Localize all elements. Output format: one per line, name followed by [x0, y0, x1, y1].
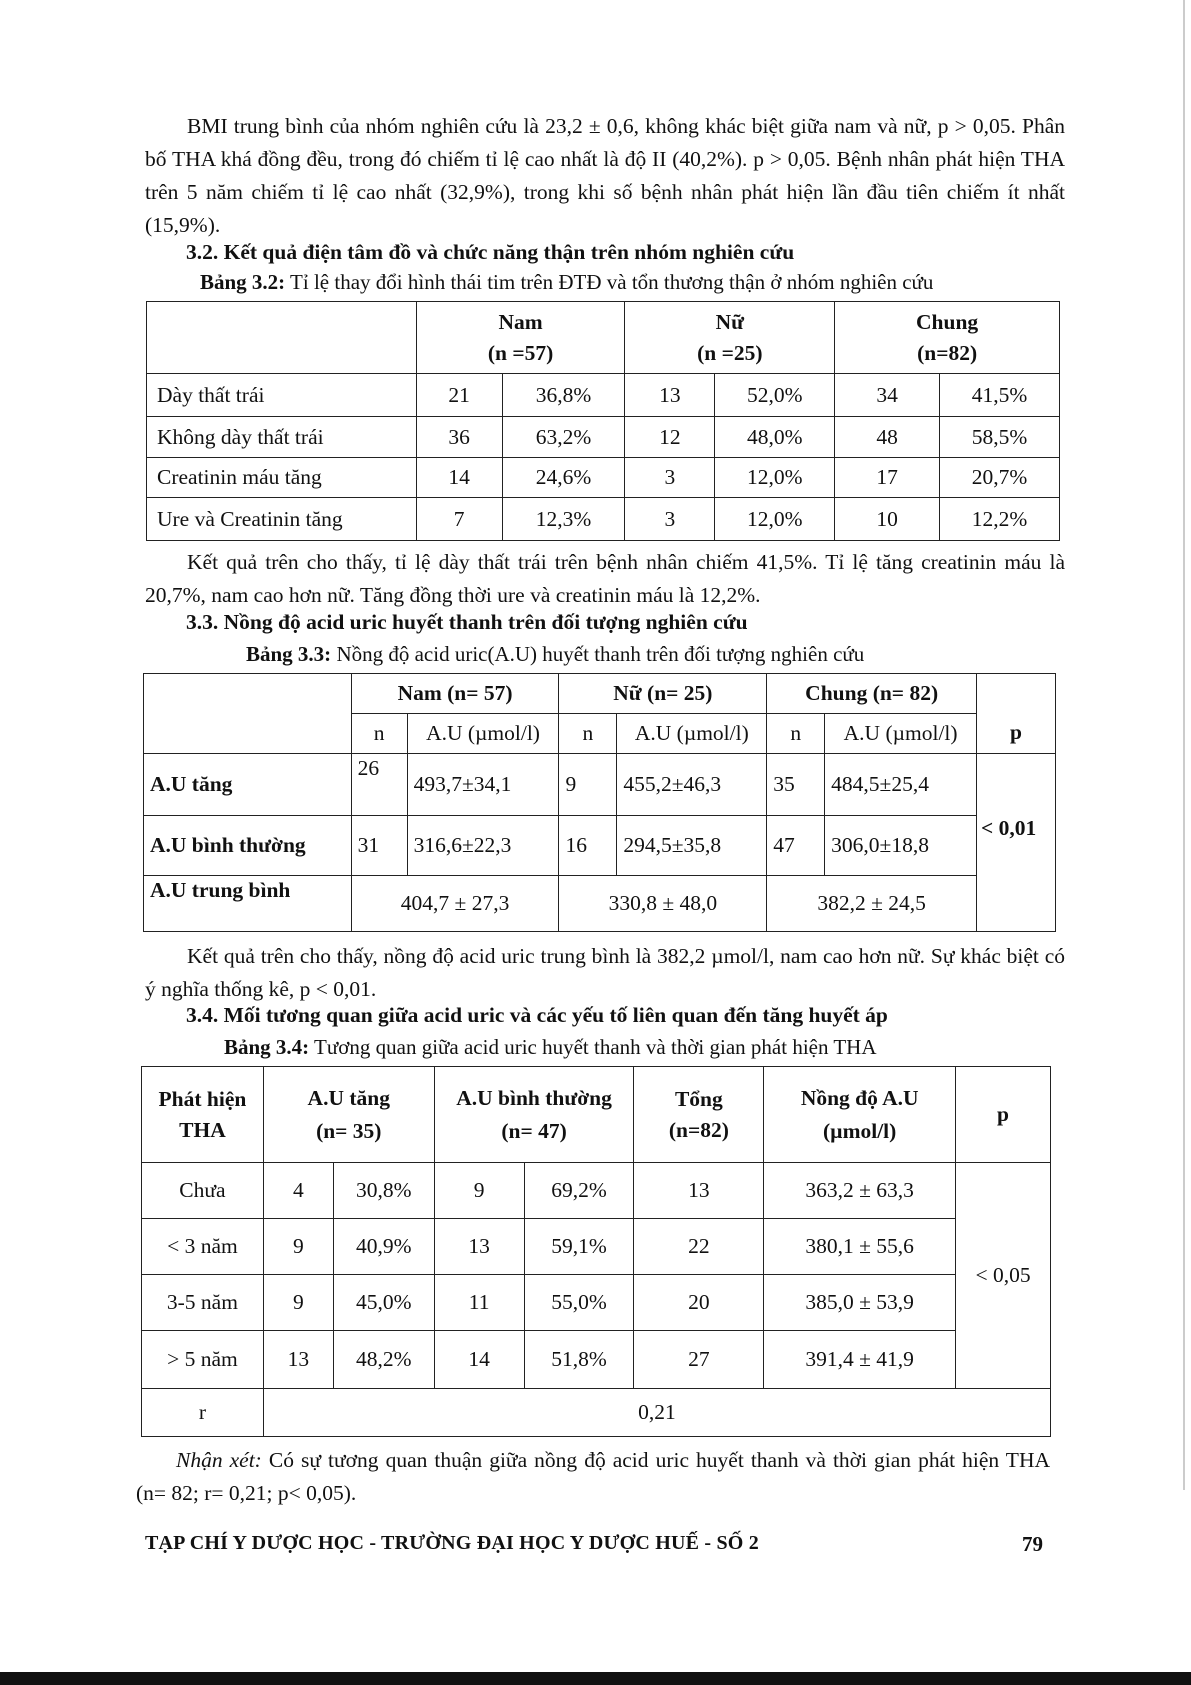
subheader-au: A.U (µmol/l): [825, 714, 977, 754]
cell: 63,2%: [502, 417, 625, 458]
subheader-n: n: [767, 714, 825, 754]
table-header-row: [142, 1067, 1051, 1163]
caption-label: Bảng 3.2:: [200, 270, 286, 294]
table-3-3: [143, 673, 1056, 932]
table-row-r: [142, 1389, 1051, 1437]
table-row: [147, 417, 1060, 458]
cell: 13: [263, 1331, 333, 1389]
table-row: [144, 754, 1056, 816]
r-value: 0,21: [263, 1389, 1050, 1437]
cell: 21: [416, 374, 502, 417]
cell: 48: [835, 417, 940, 458]
group-header-nu: Nữ (n =25): [625, 302, 835, 374]
cell: 9: [559, 754, 617, 816]
r-label: r: [142, 1389, 264, 1437]
caption-text: Tương quan giữa acid uric huyết thanh và thời gian phát hiện THA: [309, 1035, 877, 1059]
cell: 51,8%: [524, 1331, 634, 1389]
section-heading-3-4: 3.4. Mối tương quan giữa acid uric và các yếu tố liên quan đến tăng huyết áp: [186, 1003, 888, 1027]
cell: 455,2±46,3: [617, 754, 767, 816]
cell: 47: [767, 816, 825, 876]
p-header: p: [977, 674, 1056, 754]
cell: 36,8%: [502, 374, 625, 417]
cell: 306,0±18,8: [825, 816, 977, 876]
caption-text: Nồng độ acid uric(A.U) huyết thanh trên đối tượng nghiên cứu: [331, 642, 865, 666]
cell: 14: [434, 1331, 524, 1389]
table-3-4-caption: [224, 1035, 877, 1060]
header-nong-do: Nồng độ A.U (µmol/l): [764, 1067, 956, 1163]
cell: 7: [416, 498, 502, 541]
scan-bottom-border: [0, 1672, 1191, 1685]
cell: 294,5±35,8: [617, 816, 767, 876]
cell: 48,0%: [715, 417, 835, 458]
table-row-mean: [144, 876, 1056, 932]
cell: 10: [835, 498, 940, 541]
cell: 40,9%: [333, 1219, 434, 1275]
cell: 11: [434, 1275, 524, 1331]
group-header-chung: Chung (n=82): [835, 302, 1060, 374]
caption-label: Bảng 3.4:: [224, 1035, 310, 1059]
table-row: [142, 1275, 1051, 1331]
cell: 36: [416, 417, 502, 458]
table-row: [142, 1219, 1051, 1275]
cell: 9: [263, 1275, 333, 1331]
row-label: A.U tăng: [144, 754, 352, 816]
cell: 13: [634, 1163, 764, 1219]
cell: 380,1 ± 55,6: [764, 1219, 956, 1275]
table-row: [147, 458, 1060, 498]
cell: 14: [416, 458, 502, 498]
cell: 12: [625, 417, 715, 458]
p-value: < 0,05: [956, 1163, 1051, 1389]
header-phat-hien: Phát hiện THA: [142, 1067, 264, 1163]
row-label: Chưa: [142, 1163, 264, 1219]
group-header-chung: Chung (n= 82): [767, 674, 977, 714]
empty-header-cell: [147, 302, 417, 374]
cell: 363,2 ± 63,3: [764, 1163, 956, 1219]
cell: 13: [625, 374, 715, 417]
table-row: [144, 816, 1056, 876]
subheader-n: n: [351, 714, 407, 754]
page-number: 79: [1022, 1532, 1043, 1556]
paragraph-table-3-3-result: Kết quả trên cho thấy, nồng độ acid uric trung bình là 382,2 µmol/l, nam cao hơn nữ. Sự khác biệt có ý nghĩa thống kê, p < 0,01.: [145, 944, 1065, 1001]
row-label: Không dày thất trái: [147, 417, 417, 458]
empty-header-cell: [144, 674, 352, 754]
table-header-row: [147, 302, 1060, 374]
cell: 4: [263, 1163, 333, 1219]
mean-nu: 330,8 ± 48,0: [559, 876, 767, 932]
scan-edge-line: [1183, 0, 1185, 1490]
subheader-n: n: [559, 714, 617, 754]
table-3-4: [141, 1066, 1051, 1437]
cell: 59,1%: [524, 1219, 634, 1275]
row-label: A.U bình thường: [144, 816, 352, 876]
cell: 31: [351, 816, 407, 876]
table-3-2: [146, 301, 1060, 541]
paragraph-table-3-2-result: Kết quả trên cho thấy, tỉ lệ dày thất trái trên bệnh nhân chiếm 41,5%. Tỉ lệ tăng creatinin máu là 20,7%, nam cao hơn nữ. Tăng đồng thời ure và creatinin máu là 12,2%.: [145, 550, 1065, 607]
group-header-nam: Nam (n =57): [416, 302, 625, 374]
cell: 52,0%: [715, 374, 835, 417]
cell: 26: [351, 754, 407, 816]
table-row: [147, 374, 1060, 417]
cell: 484,5±25,4: [825, 754, 977, 816]
row-label: > 5 năm: [142, 1331, 264, 1389]
cell: 13: [434, 1219, 524, 1275]
p-header: p: [956, 1067, 1051, 1163]
cell: 391,4 ± 41,9: [764, 1331, 956, 1389]
cell: 9: [434, 1163, 524, 1219]
paragraph-note: [136, 1444, 1050, 1510]
cell: 12,3%: [502, 498, 625, 541]
cell: 35: [767, 754, 825, 816]
group-header-nam: Nam (n= 57): [351, 674, 559, 714]
cell: 48,2%: [333, 1331, 434, 1389]
caption-label: Bảng 3.3:: [246, 642, 332, 666]
note-text: Có sự tương quan thuận giữa nồng độ acid uric huyết thanh và thời gian phát hiện THA (n= 82; r= 0,21; p< 0,05).: [136, 1448, 1050, 1505]
cell: 17: [835, 458, 940, 498]
mean-nam: 404,7 ± 27,3: [351, 876, 559, 932]
table-row: [147, 498, 1060, 541]
cell: 27: [634, 1331, 764, 1389]
cell: 16: [559, 816, 617, 876]
row-label: 3-5 năm: [142, 1275, 264, 1331]
cell: 493,7±34,1: [407, 754, 559, 816]
row-label: Creatinin máu tăng: [147, 458, 417, 498]
header-tong: Tổng (n=82): [634, 1067, 764, 1163]
row-label: Dày thất trái: [147, 374, 417, 417]
header-au-binh-thuong: A.U bình thường (n= 47): [434, 1067, 634, 1163]
group-header-nu: Nữ (n= 25): [559, 674, 767, 714]
cell: 58,5%: [940, 417, 1060, 458]
table-3-2-caption: [200, 270, 933, 295]
cell: 41,5%: [940, 374, 1060, 417]
row-label: A.U trung bình: [144, 876, 352, 932]
table-row: [142, 1331, 1051, 1389]
cell: 3: [625, 458, 715, 498]
subheader-au: A.U (µmol/l): [617, 714, 767, 754]
cell: 20,7%: [940, 458, 1060, 498]
mean-chung: 382,2 ± 24,5: [767, 876, 977, 932]
table-header-row: [144, 674, 1056, 714]
table-row: [142, 1163, 1051, 1219]
header-au-tang: A.U tăng (n= 35): [263, 1067, 434, 1163]
cell: 45,0%: [333, 1275, 434, 1331]
cell: 55,0%: [524, 1275, 634, 1331]
paragraph-bmi: BMI trung bình của nhóm nghiên cứu là 23,2 ± 0,6, không khác biệt giữa nam và nữ, p > 0,05. Phân bố THA khá đồng đều, trong đó chiếm tỉ lệ cao nhất là độ II (40,2%). p > 0,05. Bệnh nhân phát hiện THA trên 5 năm chiếm tỉ lệ cao nhất (32,9%), trong khi số bệnh nhân phát hiện lần đầu tiên chiếm ít nhất (15,9%).: [145, 114, 1065, 237]
note-label: Nhận xét:: [176, 1448, 262, 1472]
p-value: < 0,01: [977, 754, 1056, 932]
cell: 316,6±22,3: [407, 816, 559, 876]
cell: 24,6%: [502, 458, 625, 498]
section-heading-3-2: 3.2. Kết quả điện tâm đồ và chức năng thận trên nhóm nghiên cứu: [186, 240, 795, 264]
cell: 385,0 ± 53,9: [764, 1275, 956, 1331]
cell: 12,0%: [715, 498, 835, 541]
caption-text: Tỉ lệ thay đổi hình thái tim trên ĐTĐ và tổn thương thận ở nhóm nghiên cứu: [285, 270, 934, 294]
cell: 9: [263, 1219, 333, 1275]
cell: 34: [835, 374, 940, 417]
cell: 22: [634, 1219, 764, 1275]
cell: 69,2%: [524, 1163, 634, 1219]
cell: 3: [625, 498, 715, 541]
row-label: Ure và Creatinin tăng: [147, 498, 417, 541]
cell: 12,0%: [715, 458, 835, 498]
table-3-3-caption: [246, 642, 864, 667]
cell: 12,2%: [940, 498, 1060, 541]
row-label: < 3 năm: [142, 1219, 264, 1275]
section-heading-3-3: 3.3. Nồng độ acid uric huyết thanh trên đối tượng nghiên cứu: [186, 610, 748, 634]
journal-footer: TẠP CHÍ Y DƯỢC HỌC - TRƯỜNG ĐẠI HỌC Y DƯỢC HUẾ - SỐ 2: [145, 1532, 759, 1554]
cell: 30,8%: [333, 1163, 434, 1219]
cell: 20: [634, 1275, 764, 1331]
subheader-au: A.U (µmol/l): [407, 714, 559, 754]
